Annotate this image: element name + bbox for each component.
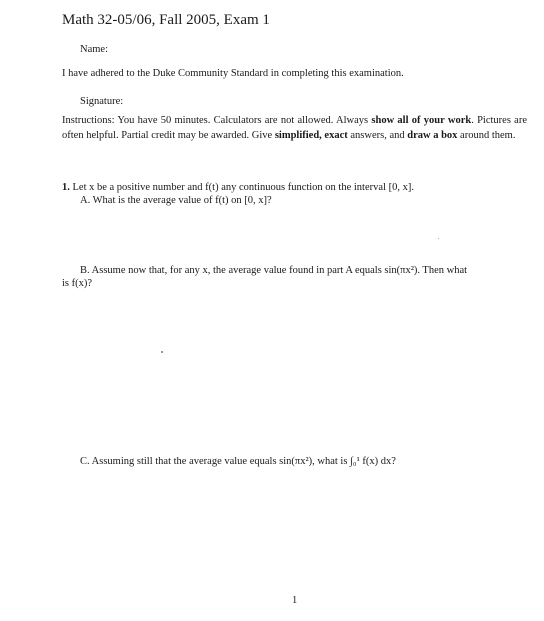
question-1-intro-text: Let x be a positive number and f(t) any continuous function on the interval [0, x]. xyxy=(72,182,414,193)
instructions-paragraph xyxy=(62,113,527,143)
exam-title: Math 32-05/06, Fall 2005, Exam 1 xyxy=(62,12,270,28)
question-1-part-a: A. What is the average value of f(t) on [0, x]? xyxy=(80,195,272,206)
name-label: Name: xyxy=(80,44,108,55)
instructions-text-3: answers, and xyxy=(347,130,408,141)
question-1-number: 1. xyxy=(62,182,70,193)
question-1-part-b-line-2: is f(x)? xyxy=(62,278,93,289)
instructions-bold-3: draw a box xyxy=(407,130,458,141)
instructions-bold-2: simplified, exact xyxy=(274,130,348,141)
instructions-text-2: . Pictures are often helpful. Partial credit may be awarded. Give xyxy=(62,115,528,141)
page-number: 1 xyxy=(292,595,298,606)
scan-speck xyxy=(438,238,439,239)
instructions-bold-1: show all of your work xyxy=(371,115,472,126)
question-1-part-c: C. Assuming still that the average value equals sin(πx²), what is ∫₀¹ f(x) dx? xyxy=(80,456,396,467)
instructions-text-1: Instructions: You have 50 minutes. Calculators are not allowed. Always xyxy=(62,115,372,126)
question-1-part-b-line-1: B. Assume now that, for any x, the average value found in part A equals sin(πx²). Then what xyxy=(80,265,468,276)
instructions-text-4: around them. xyxy=(457,130,516,141)
signature-label: Signature: xyxy=(80,96,124,107)
scan-speck xyxy=(161,351,163,353)
community-standard-statement: I have adhered to the Duke Community Standard in completing this examination. xyxy=(62,68,404,79)
